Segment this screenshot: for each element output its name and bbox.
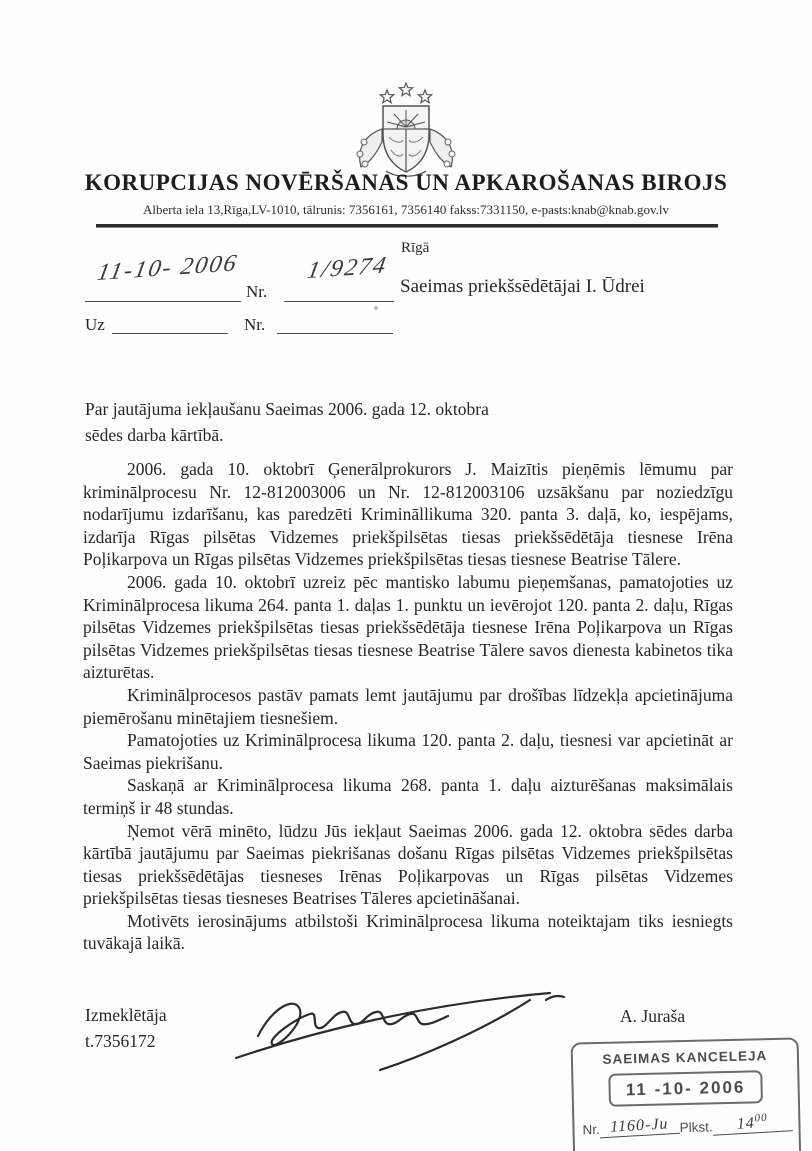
body-paragraph: 2006. gada 10. oktobrī uzreiz pēc mantisko labumu pieņemšanas, pamatojoties uz Kriminālprocesa likuma 264. panta 1. daļas 1. punktu un ievērojot 120. panta 2. daļu, Rīgas pilsētas Vidzemes priekšpilsētas tiesas priekšsēdētāja tiesnese Irēna Poļikarpova un Rīgas pilsētas Vidzemes priekšpilsētas tiesas tiesnese Beatrise Tālere savos dienesta kabinetos tika aizturētas. bbox=[83, 571, 733, 683]
subject-line-1: Par jautājuma iekļaušanu Saeimas 2006. gada 12. oktobra bbox=[85, 399, 489, 419]
handwritten-signature bbox=[228, 978, 573, 1080]
recipient-line: Saeimas priekšsēdētājai I. Ūdrei bbox=[400, 276, 645, 297]
handwritten-date: 11-10- 2006 bbox=[95, 250, 241, 287]
stamp-time-handwritten: $14^{00}$ bbox=[712, 1110, 793, 1136]
date-underline bbox=[85, 301, 241, 302]
letter-body bbox=[83, 458, 733, 955]
uz-underline bbox=[112, 333, 228, 334]
handwritten-doc-number: 1/9274 bbox=[305, 252, 390, 285]
nr-second-underline bbox=[277, 333, 393, 334]
subject-line-2: sēdes darba kārtībā. bbox=[85, 425, 224, 445]
latvia-coat-of-arms-icon bbox=[351, 82, 461, 178]
saeima-chancellery-stamp bbox=[571, 1037, 802, 1151]
body-paragraph: Ņemot vērā minēto, lūdzu Jūs iekļaut Saeimas 2006. gada 12. oktobra sēdes darba kārtībā jautājumu par Saeimas piekrišanas došanu Rīgas pilsētas Vidzemes priekšpilsētas tiesas priekšsēdētājas tiesneses Irēnas Poļikarpovas un Rīgas pilsētas Vidzemes priekšpilsētas tiesas tiesneses Beatrises Tāleres apcietināšanai. bbox=[83, 820, 733, 909]
subject-block bbox=[85, 396, 585, 448]
signatory-name: A. Juraša bbox=[620, 1006, 686, 1026]
body-paragraph: Motivēts ierosinājums atbilstoši Kriminālprocesa likuma noteiktajam tiks iesniegts tuvākajā laikā. bbox=[83, 910, 733, 954]
body-paragraph: 2006. gada 10. oktobrī Ģenerālprokurors J. Maizītis pieņēmis lēmumu par kriminālprocesu Nr. 12-812003006 un Nr. 12-812003106 uzsākšanu par noziedzīgu nodarījumu izdarīšanu, kas paredzēti Krimināllikuma 320. panta 3. daļā, ko, iespējams, izdarīja Rīgas pilsētas Vidzemes priekšpilsētas tiesas priekšsēdētāja tiesnese Irēna Poļikarpova un Rīgas pilsētas Vidzemes priekšpilsētas tiesas tiesnese Beatrise Tālere. bbox=[83, 459, 733, 570]
nr-label: Nr. bbox=[246, 282, 268, 301]
body-paragraph: Pamatojoties uz Kriminālprocesa likuma 120. panta 2. daļu, tiesnesi var apcietināt ar Saeimas piekrišanu. bbox=[83, 730, 733, 773]
stamp-registration-row bbox=[582, 1112, 792, 1138]
organization-name: KORUPCIJAS NOVĒRŠANAS UN APKAROŠANAS BIROJS bbox=[84, 170, 728, 195]
body-paragraph: Saskaņā ar Kriminālprocesa likuma 268. panta 1. daļu aizturēšanas maksimālais termiņš ir 48 stundas. bbox=[83, 775, 733, 818]
nr-label-second: Nr. bbox=[244, 315, 266, 334]
stamp-date-box bbox=[608, 1070, 763, 1106]
stamp-nr-label: Nr. bbox=[582, 1122, 600, 1138]
stamp-office-name: SAEIMAS KANCELEJA bbox=[602, 1048, 768, 1067]
scan-artifact-dot bbox=[374, 306, 378, 310]
uz-label: Uz bbox=[85, 315, 105, 334]
body-paragraph: Kriminālprocesos pastāv pamats lemt jautājumu par drošības līdzekļa apcietinājuma piemērošanu minētajiem tiesnešiem. bbox=[83, 684, 733, 728]
stamp-nr-handwritten: 1160-Ju bbox=[599, 1115, 680, 1139]
place-label: Rīgā bbox=[401, 240, 430, 256]
sender-phone: t.7356172 bbox=[85, 1031, 156, 1051]
organization-address: Alberta iela 13,Rīga,LV-1010, tālrunis: 7356161, 7356140 fakss:7331150, e-pasts:knab@knab.gov.lv bbox=[142, 202, 669, 217]
stamp-date: 11 -10- 2006 bbox=[625, 1077, 746, 1100]
number-underline bbox=[284, 301, 394, 302]
stamp-time-label: Plkst. bbox=[679, 1119, 713, 1136]
header-divider bbox=[96, 224, 718, 228]
sender-role: Izmeklētāja bbox=[85, 1005, 167, 1025]
